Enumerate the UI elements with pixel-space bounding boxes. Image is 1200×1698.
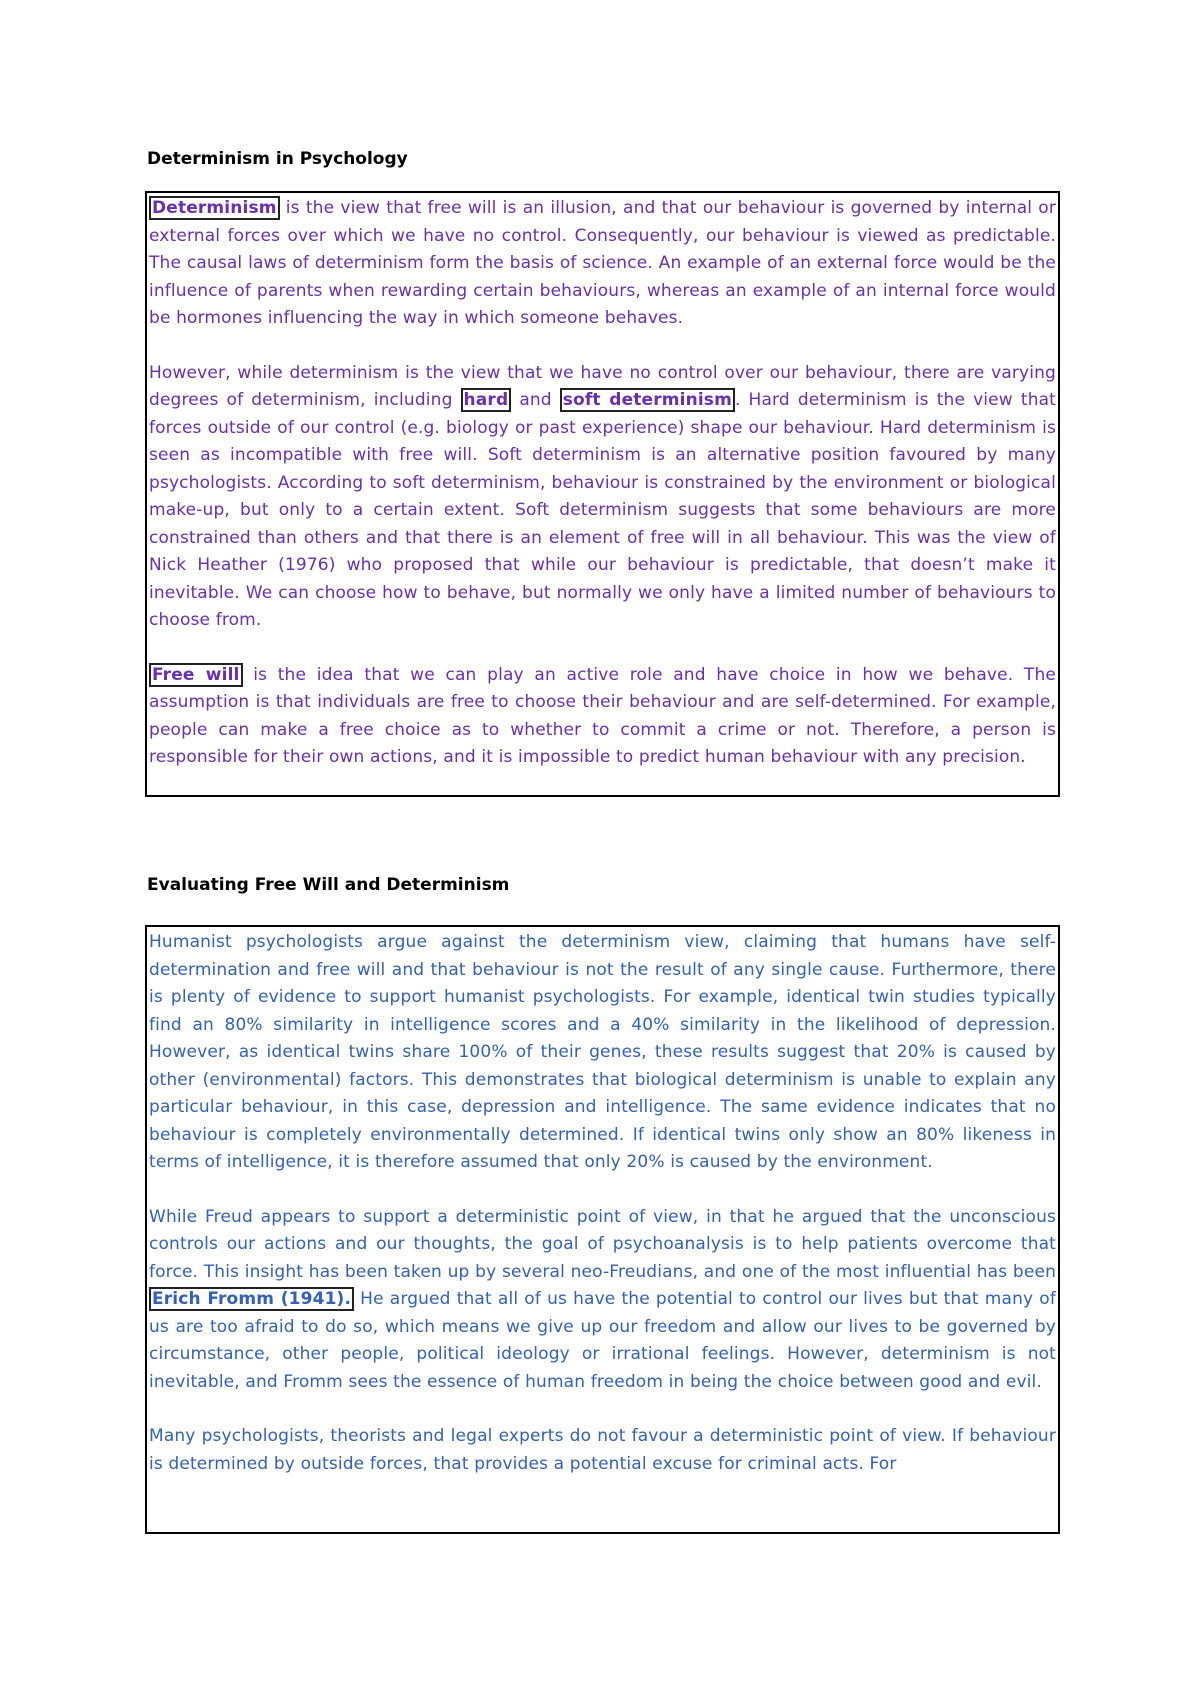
term-free-will: Free will [149,663,243,687]
term-determinism: Determinism [149,196,280,220]
paragraph-humanist: Humanist psychologists argue against the determinism view, claiming that humans have self-determination and free will and that behaviour is not the result of any single cause. Furthermore, there is plenty of evidence to support humanist psychologists. For example, identical twin studies typically find an 80% similarity in intelligence scores and a 40% similarity in the likelihood of depression. However, as identical twins share 100% of their genes, these results suggest that 20% is caused by other (environmental) factors. This demonstrates that biological determinism is unable to explain any particular behaviour, in this case, depression and intelligence. The same evidence indicates that no behaviour is completely environmentally determined. If identical twins only show an 80% likeness in terms of intelligence, it is therefore assumed that only 20% is caused by the environment. [149,932,1056,1172]
paragraph-legal-experts: Many psychologists, theorists and legal experts do not favour a deterministic point of view. If behaviour is determined by outside forces, that provides a potential excuse for criminal acts. For [149,1426,1056,1474]
paragraph-text: He argued that all of us have the potential to control our lives but that many of us are too afraid to do so, which means we give up our freedom and allow our lives to be governed by circumstance, other people, political ideology or irrational feelings. However, determinism is not inevitable, and Fromm sees the essence of human freedom in being the choice between good and evil. [149,1289,1056,1392]
determinism-text-box [145,191,1060,797]
section-heading-evaluating: Evaluating Free Will and Determinism [147,875,510,895]
paragraph-text: . Hard determinism is the view that forces outside of our control (e.g. biology or past experience) shape our behaviour. Hard determinism is seen as incompatible with free will. Soft determinism is an alternative position favoured by many psychologists. According to soft determinism, behaviour is constrained by the environment or biological make-up, but only to a certain extent. Soft determinism suggests that some behaviours are more constrained than others and that there is an element of free will in all behaviour. This was the view of Nick Heather (1976) who proposed that while our behaviour is predictable, that doesn’t make it inevitable. We can choose how to behave, but normally we only have a limited number of behaviours to choose from. [149,390,1057,630]
paragraph-text: is the view that free will is an illusion, and that our behaviour is governed by internal or external forces over which we have no control. Consequently, our behaviour is viewed as predictable. The causal laws of determinism form the basis of science. An example of an external force would be the influence of parents when rewarding certain behaviours, whereas an example of an internal force would be hormones influencing the way in which someone behaves. [149,198,1056,328]
section-heading-determinism: Determinism in Psychology [147,149,408,169]
term-erich-fromm: Erich Fromm (1941). [149,1287,354,1311]
paragraph-text: and [511,390,560,410]
paragraph-degrees-of-determinism [149,360,1056,635]
paragraph-text: However, while determinism is the view that we have no control over our behaviour, there are varying degrees of determinism, including [149,362,1056,410]
paragraph-free-will [149,662,1056,772]
paragraph-freud-fromm [149,1204,1056,1397]
term-hard: hard [461,388,512,412]
term-soft-determinism: soft determinism [560,388,735,412]
paragraph-text: is the idea that we can play an active role and have choice in how we behave. The assumption is that individuals are free to choose their behaviour and are self-determined. For example, people can make a free choice as to whether to commit a crime or not. Therefore, a person is responsible for their own actions, and it is impossible to predict human behaviour with any precision. [149,664,1056,767]
paragraph-text: While Freud appears to support a deterministic point of view, in that he argued that the unconscious controls our actions and our thoughts, the goal of psychoanalysis is to help patients overcome that force. This insight has been taken up by several neo-Freudians, and one of the most influential has been [149,1206,1056,1282]
paragraph-determinism-definition [149,195,1056,333]
evaluation-text-box [145,925,1060,1534]
